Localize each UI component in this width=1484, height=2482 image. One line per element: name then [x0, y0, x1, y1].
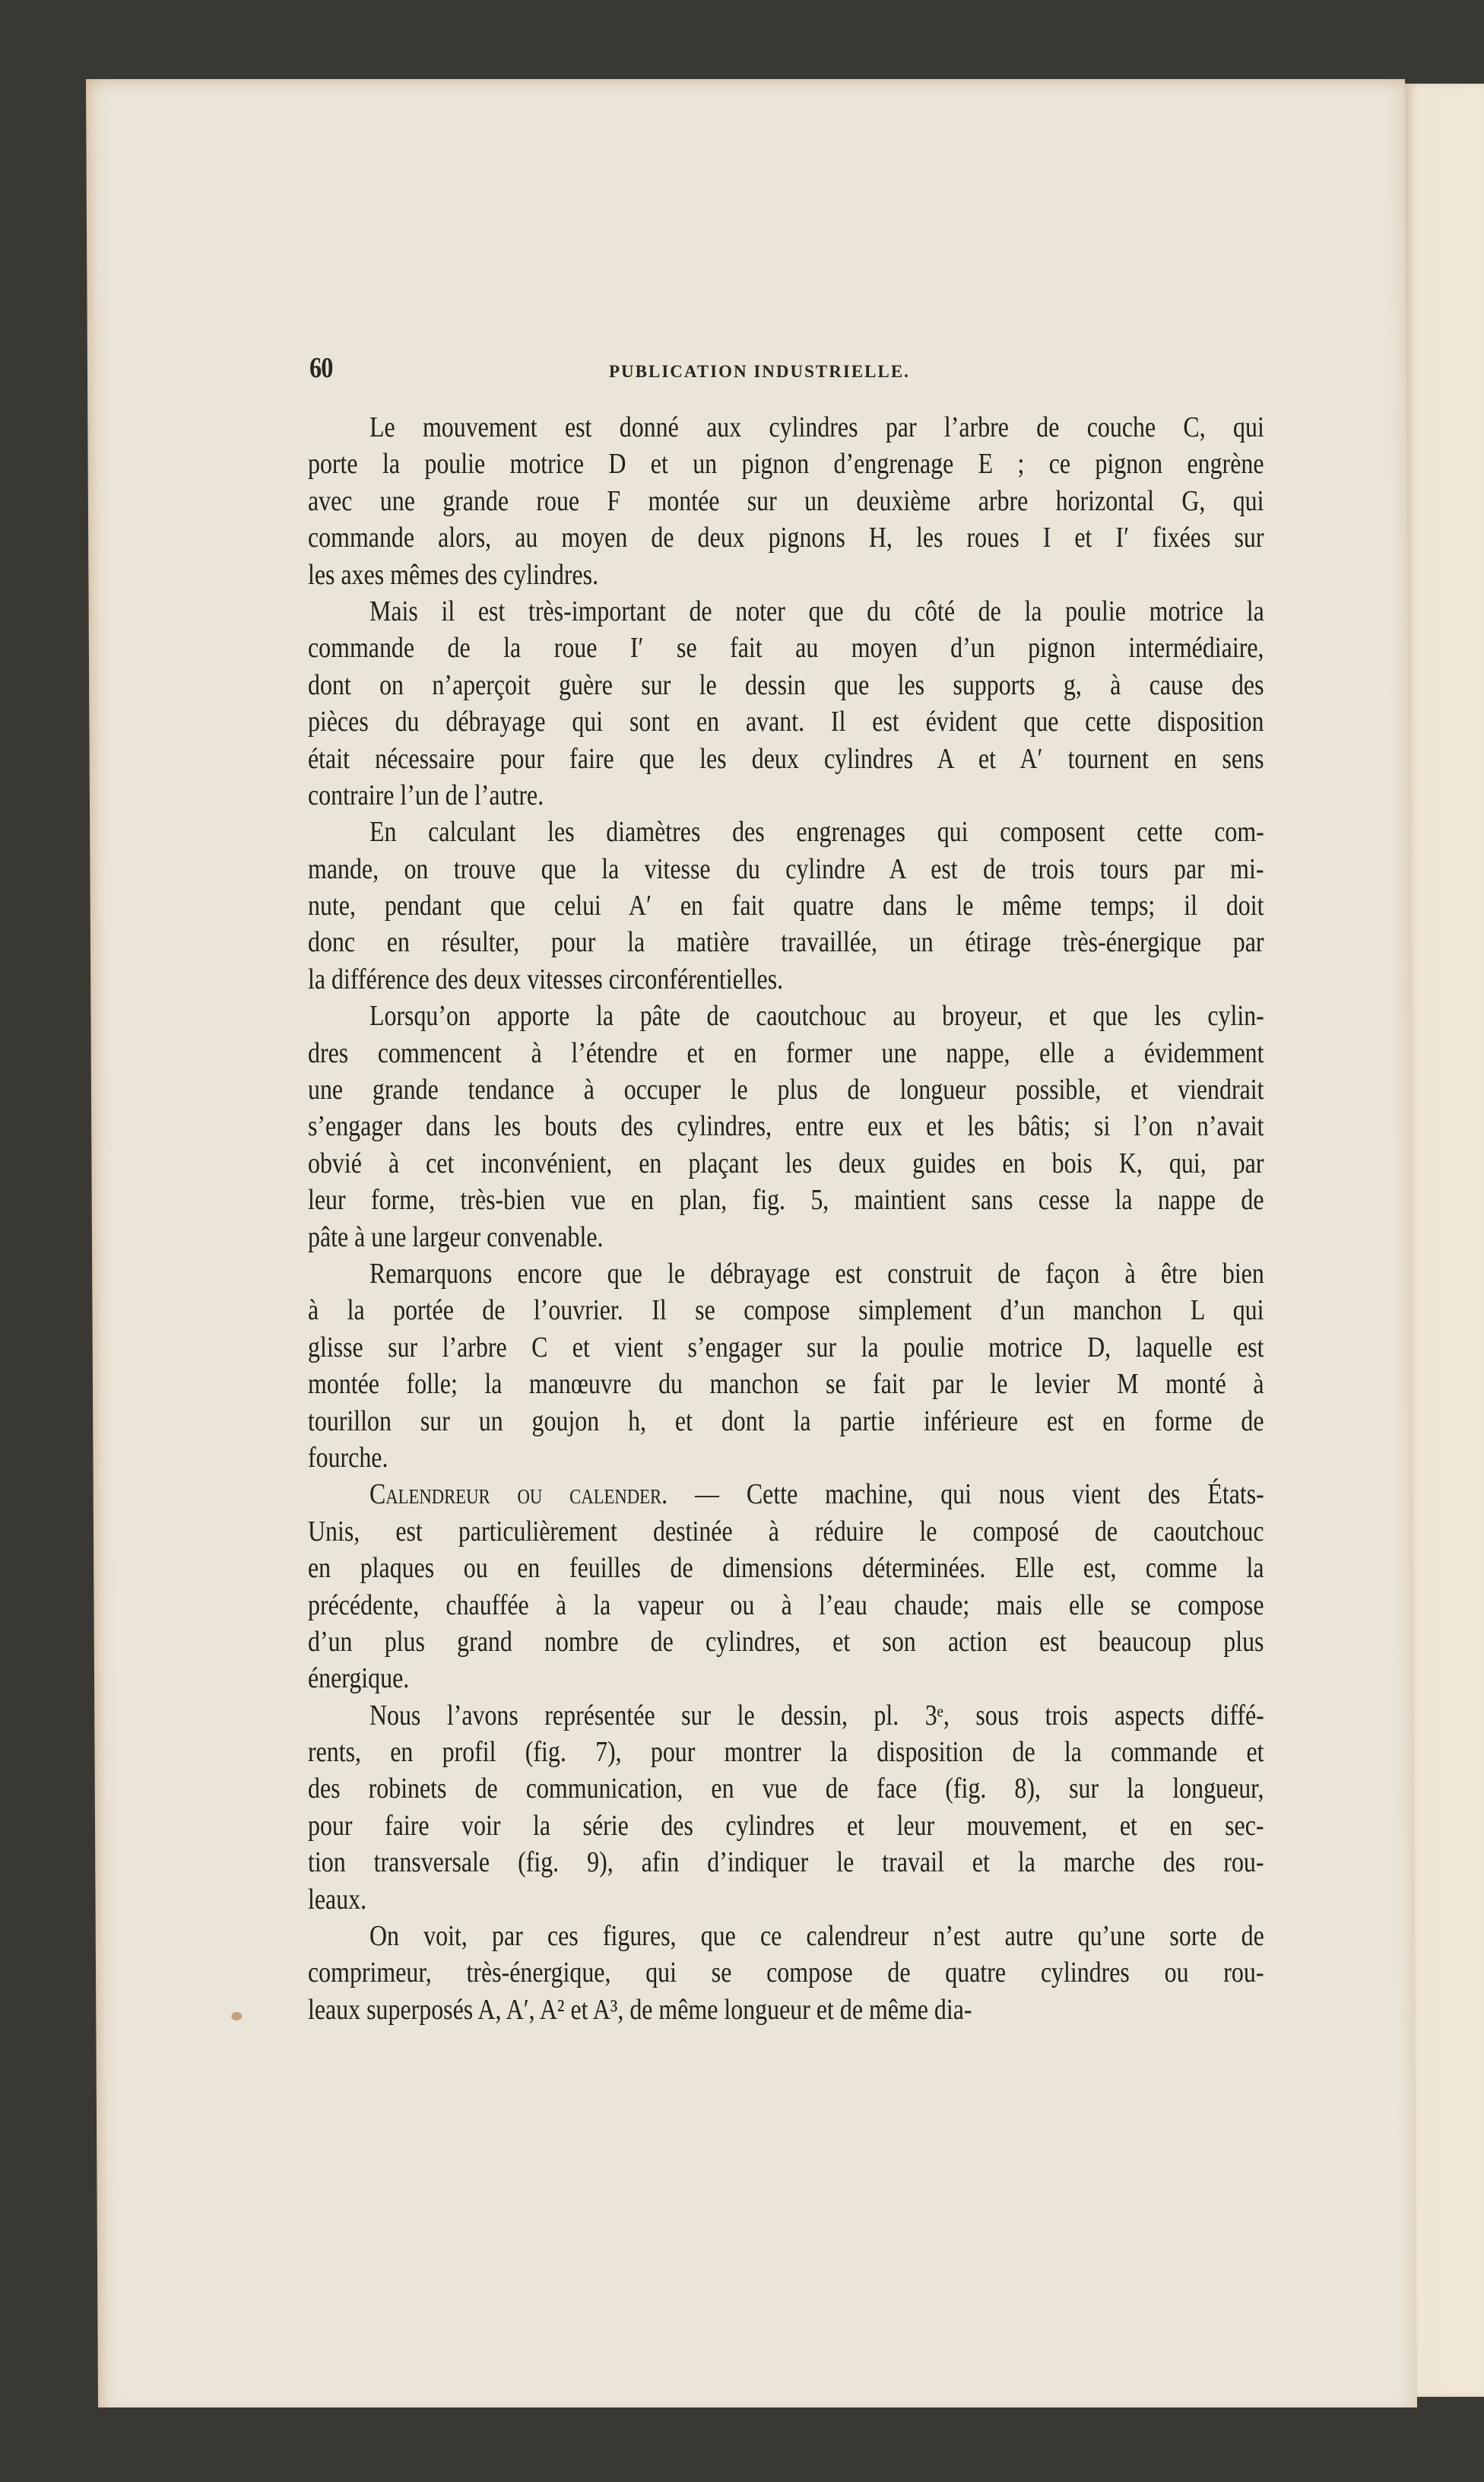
- text-line: [308, 1219, 1264, 1255]
- text-line: [308, 1881, 1264, 1918]
- text-line: [308, 1035, 1264, 1071]
- section-heading: Calendreur ou calender.: [369, 1478, 668, 1511]
- text-line: [308, 1366, 1264, 1402]
- line-text: nute, pendant que celui A′ en fait quatre dans le même temps; il doit: [308, 890, 1264, 922]
- line-text: avec une grande roue F montée sur un deuxième arbre horizontal G, qui: [308, 484, 1264, 517]
- line-text: précédente, chauffée à la vapeur ou à l’eau chaude; mais elle se compose: [308, 1589, 1264, 1621]
- text-line: [308, 1182, 1264, 1218]
- facing-page-edge: [1405, 84, 1484, 2397]
- text-line: [308, 1513, 1264, 1550]
- text-line: [308, 1660, 1264, 1696]
- running-title: PUBLICATION INDUSTRIELLE.: [609, 362, 910, 381]
- text-line: [308, 1108, 1264, 1144]
- line-text: des robinets de communication, en vue de face (fig. 8), sur la longueur,: [308, 1773, 1264, 1805]
- line-text: pour faire voir la série des cylindres et leur mouvement, et en sec-: [308, 1809, 1264, 1842]
- text-line: [308, 777, 1264, 814]
- text-line: [308, 1992, 1264, 2028]
- line-text: leur forme, très-bien vue en plan, fig. 5, maintient sans cesse la nappe de: [308, 1184, 1264, 1217]
- text-line: [308, 1145, 1264, 1182]
- line-text: rents, en profil (fig. 7), pour montrer la disposition de la commande et: [308, 1736, 1264, 1769]
- paragraph: [308, 1255, 1264, 1476]
- text-line: [308, 703, 1264, 740]
- text-line: [308, 593, 1264, 630]
- paragraph: [308, 1918, 1264, 2028]
- line-text: tourillon sur un goujon h, et dont la partie inférieure est en forme de: [308, 1404, 1264, 1437]
- line-text: était nécessaire pour faire que les deux cylindres A et A′ tournent en sens: [308, 742, 1264, 775]
- line-text: dres commencent à l’étendre et en former une nappe, elle a évidemment: [308, 1036, 1264, 1069]
- line-text: [341, 1476, 1264, 1512]
- text-line: [308, 851, 1264, 887]
- line-text: leaux.: [308, 1883, 367, 1915]
- text-line: [308, 1292, 1264, 1328]
- line-text: Remarquons encore que le débrayage est construit de façon à être bien: [369, 1257, 1264, 1290]
- text-line: [308, 1808, 1264, 1844]
- paragraph: [308, 593, 1264, 814]
- line-text: glisse sur l’arbre C et vient s’engager sur la poulie motrice D, laquelle est: [308, 1331, 1264, 1363]
- page-number: 60: [309, 352, 333, 384]
- text-line: [308, 1476, 1264, 1512]
- text-line: [308, 667, 1264, 703]
- paragraph: [308, 1476, 1264, 1696]
- text-line: [308, 1071, 1264, 1108]
- line-text: commande de la roue I′ se fait au moyen d’un pignon intermédiaire,: [308, 632, 1264, 665]
- line-text: les axes mêmes des cylindres.: [308, 558, 599, 591]
- text-line: [308, 814, 1264, 850]
- text-line: [308, 961, 1264, 998]
- line-text: Unis, est particulièrement destinée à réduire le composé de caoutchouc: [308, 1515, 1264, 1547]
- text-line: [308, 1550, 1264, 1586]
- text-line: [308, 1403, 1264, 1439]
- text-line: [308, 1587, 1264, 1623]
- line-text: s’engager dans les bouts des cylindres, entre eux et les bâtis; si l’on n’avait: [308, 1110, 1264, 1143]
- line-text-rest: — Cette machine, qui nous vient des États-: [667, 1478, 1264, 1511]
- line-text: obvié à cet inconvénient, en plaçant les deux guides en bois K, qui, par: [308, 1147, 1264, 1179]
- text-line: [308, 446, 1264, 482]
- paragraph: [308, 998, 1264, 1255]
- line-text: d’un plus grand nombre de cylindres, et son action est beaucoup plus: [308, 1625, 1264, 1658]
- paragraph: [308, 1697, 1264, 1918]
- line-text: donc en résulter, pour la matière travaillée, un étirage très-énergique par: [308, 926, 1264, 959]
- text-line: [308, 887, 1264, 924]
- paragraph: [308, 409, 1264, 593]
- line-text: mande, on trouve que la vitesse du cylindre A est de trois tours par mi-: [308, 852, 1264, 885]
- body-text: [308, 409, 1264, 2028]
- line-text: en plaques ou en feuilles de dimensions déterminées. Elle est, comme la: [308, 1552, 1264, 1585]
- line-text: énergique.: [308, 1662, 410, 1695]
- text-line: [308, 1770, 1264, 1807]
- text-line: [308, 1697, 1264, 1734]
- text-line: [308, 1734, 1264, 1770]
- text-line: [308, 483, 1264, 519]
- line-text: Mais il est très-important de noter que du côté de la poulie motrice la: [369, 595, 1264, 627]
- text-line: [308, 741, 1264, 777]
- text-line: [308, 557, 1264, 593]
- line-text: comprimeur, très-énergique, qui se compose de quatre cylindres ou rou-: [308, 1957, 1264, 1989]
- line-text: montée folle; la manœuvre du manchon se fait par le levier M monté à: [308, 1368, 1264, 1401]
- line-text: porte la poulie motrice D et un pignon d’engrenage E ; ce pignon engrène: [308, 448, 1264, 481]
- line-text: commande alors, au moyen de deux pignons H, les roues I et I′ fixées sur: [308, 522, 1264, 554]
- line-text: à la portée de l’ouvrier. Il se compose simplement d’un manchon L qui: [308, 1294, 1264, 1327]
- foxing-spot: [231, 2012, 242, 2020]
- line-text: contraire l’un de l’autre.: [308, 779, 544, 811]
- line-text: On voit, par ces figures, que ce calendreur n’est autre qu’une sorte de: [369, 1920, 1264, 1953]
- line-text: Lorsqu’on apporte la pâte de caoutchouc au broyeur, et que les cylin-: [369, 1000, 1264, 1033]
- line-text: pâte à une largeur convenable.: [308, 1220, 604, 1253]
- running-head: [309, 351, 1266, 389]
- line-text: pièces du débrayage qui sont en avant. Il est évident que cette disposition: [308, 706, 1264, 738]
- line-text: fourche.: [308, 1441, 388, 1474]
- line-text: En calculant les diamètres des engrenages qui composent cette com-: [369, 816, 1264, 849]
- line-text: une grande tendance à occuper le plus de longueur possible, et viendrait: [308, 1074, 1264, 1106]
- text-line: [308, 998, 1264, 1034]
- text-line: [308, 1329, 1264, 1366]
- text-line: [308, 409, 1264, 446]
- line-text: dont on n’aperçoit guère sur le dessin que les supports g, à cause des: [308, 668, 1264, 701]
- paragraph: [308, 814, 1264, 998]
- text-line: [308, 1255, 1264, 1292]
- line-text: leaux superposés A, A′, A² et A³, de même longueur et de même dia-: [308, 1993, 972, 2026]
- text-line: [308, 630, 1264, 666]
- text-line: [308, 1954, 1264, 1991]
- line-text: Le mouvement est donné aux cylindres par l’arbre de couche C, qui: [369, 411, 1264, 443]
- text-line: [308, 1439, 1264, 1476]
- text-line: [308, 1623, 1264, 1660]
- text-line: [308, 1844, 1264, 1881]
- line-text: la différence des deux vitesses circonférentielles.: [308, 963, 784, 995]
- text-line: [308, 1918, 1264, 1954]
- line-text: tion transversale (fig. 9), afin d’indiquer le travail et la marche des rou-: [308, 1846, 1264, 1879]
- text-line: [308, 519, 1264, 556]
- text-line: [308, 924, 1264, 960]
- line-text: Nous l’avons représentée sur le dessin, pl. 3ᵉ, sous trois aspects diffé-: [369, 1699, 1264, 1731]
